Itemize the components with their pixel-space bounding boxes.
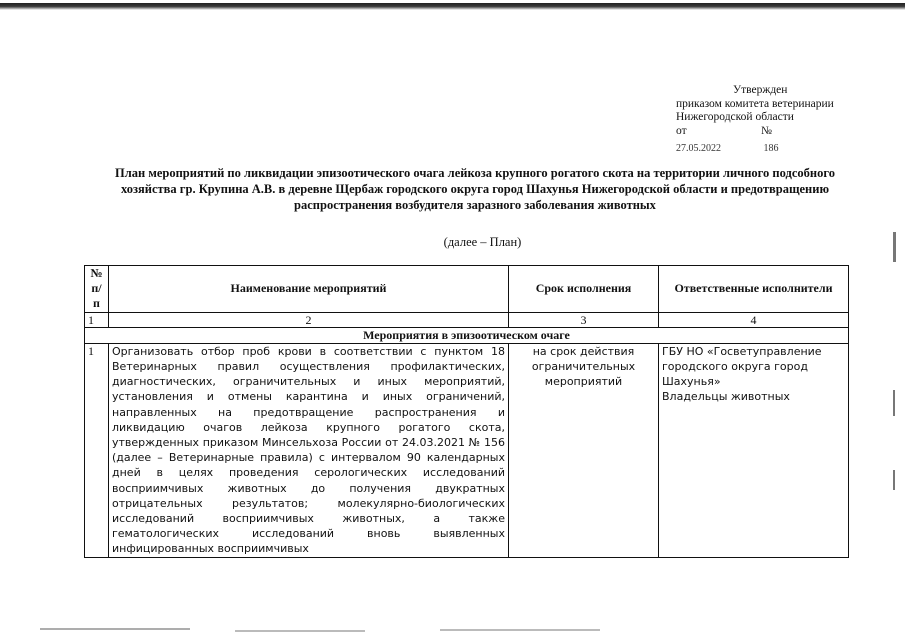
responsible-organization: ГБУ НО «Госветуправление городского округа город Шахунья» <box>662 344 822 389</box>
table-header-row <box>85 266 849 313</box>
document-subtitle: (далее – План) <box>443 235 522 249</box>
scan-mark <box>893 232 896 262</box>
row-responsible <box>659 343 849 557</box>
header-deadline: Срок исполнения <box>509 266 659 313</box>
scan-mark <box>893 470 895 490</box>
scan-mark <box>235 630 365 632</box>
row-description: Организовать отбор проб крови в соответствии с пунктом 18 Ветеринарных правил осуществления профилактических, диагностических, ограничительных и иных мероприятий, установления и отмены карантина и иных ограничений, направленных на предотвращение распространения и ликвидацию очагов лейкоза крупного рогатого скота, утвержденных приказом Минсельхоза России от 24.03.2021 № 156 (далее – Ветеринарные правила) с интервалом 90 календарных дней в целях проведения серологических исследований восприимчивых животных до получения двукратных отрицательных результатов; молекулярно-биологических исследований восприимчивых животных, а также гематологических исследований вновь выявленных инфицированных восприимчивых <box>109 343 509 557</box>
scan-top-edge <box>0 3 905 10</box>
approval-from-row <box>676 125 876 139</box>
approval-number: 186 <box>763 143 779 154</box>
approval-stamp <box>676 84 876 156</box>
column-number: 3 <box>509 312 659 327</box>
column-number-row <box>85 312 849 327</box>
responsible-owners: Владельцы животных <box>662 390 790 404</box>
header-name: Наименование мероприятий <box>109 266 509 313</box>
document-title: План мероприятий по ликвидации эпизоотического очага лейкоза крупного рогатого скота на территории личного подсобного хозяйства гр. Крупина А.В. в деревне Щербаж городского округа город Шахунья Нижегородской области и предотвращению распространения возбудителя заразного заболевания животных <box>115 166 835 212</box>
approval-date: 27.05.2022 <box>676 143 721 154</box>
approval-line-3: Нижегородской области <box>676 111 794 123</box>
approval-line-2: приказом комитета ветеринарии <box>676 97 834 110</box>
approval-line-1: Утвержден <box>733 84 788 96</box>
column-number: 2 <box>109 312 509 327</box>
approval-from-label: от <box>676 124 687 137</box>
approval-date-row <box>676 142 876 156</box>
section-row <box>85 327 849 343</box>
row-num: 1 <box>85 343 109 557</box>
scan-mark <box>893 390 895 416</box>
column-number: 4 <box>659 312 849 327</box>
section-title: Мероприятия в эпизоотическом очаге <box>85 327 849 343</box>
approval-number-label: № <box>761 124 772 137</box>
table-row <box>85 343 849 557</box>
scan-mark <box>40 628 190 630</box>
scan-mark <box>440 629 600 631</box>
header-responsible: Ответственные исполнители <box>659 266 849 313</box>
row-deadline: на срок действия ограничительных мероприятий <box>509 343 659 557</box>
plan-table <box>84 265 849 558</box>
header-num: № п/п <box>85 266 109 313</box>
column-number: 1 <box>85 312 109 327</box>
